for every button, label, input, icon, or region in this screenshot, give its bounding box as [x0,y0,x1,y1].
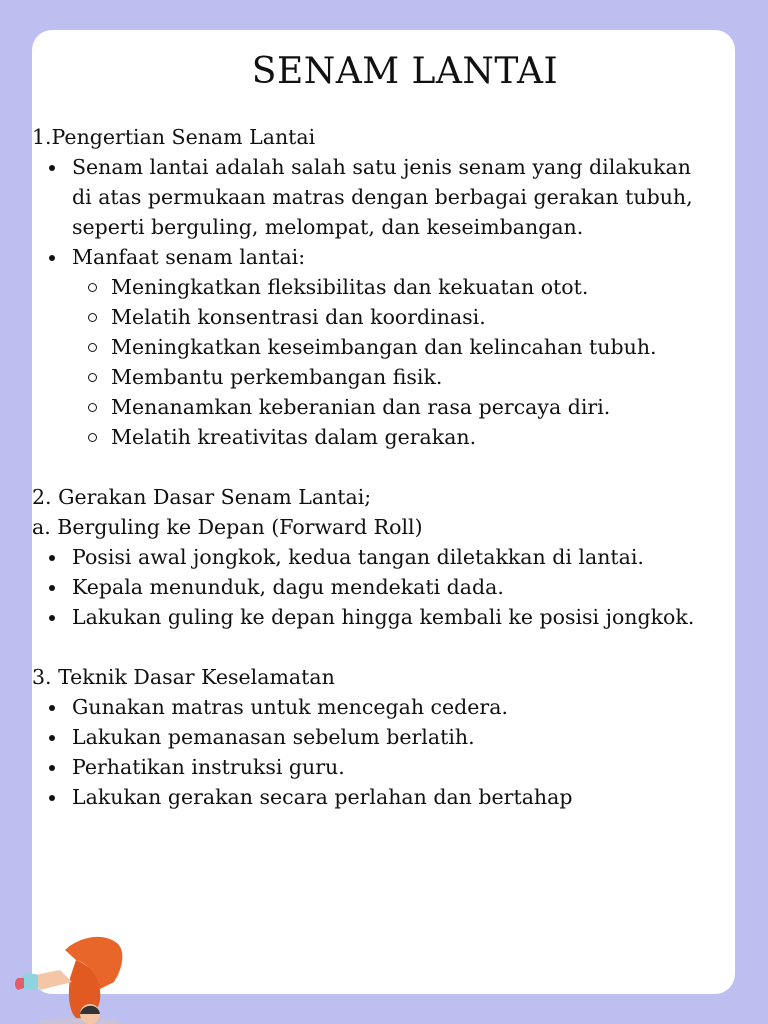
list-item-text: Lakukan gerakan secara perlahan dan bertahap [72,785,573,809]
page-title: SENAM LANTAI [251,51,559,92]
list-item-text: Perhatikan instruksi guru. [72,755,345,779]
benefit-text: Melatih kreativitas dalam gerakan. [111,425,477,449]
definition-continuation [32,182,693,242]
list-item [32,572,694,602]
section-pengertian [32,122,693,452]
gymnast-rolling-icon [10,930,130,1024]
list-item-text: Lakukan pemanasan sebelum berlatih. [72,725,475,749]
benefits-list-wrapper [32,242,693,452]
section-2-subheading: a. Berguling ke Depan (Forward Roll) [32,515,423,539]
list-item [32,602,694,632]
benefit-item [32,332,693,362]
list-item [32,722,572,752]
list-item [32,692,572,722]
benefit-item [32,362,693,392]
benefit-item [32,392,693,422]
section-2-heading: 2. Gerakan Dasar Senam Lantai; [32,485,372,509]
list-item [32,752,572,782]
benefit-item [32,272,693,302]
list-item-text: Lakukan guling ke depan hingga kembali ke posisi jongkok. [72,605,695,629]
section-3-heading: 3. Teknik Dasar Keselamatan [32,665,335,689]
definition-line-3: seperti berguling, melompat, dan keseimbangan. [72,215,584,239]
benefit-text: Meningkatkan fleksibilitas dan kekuatan otot. [111,275,589,299]
list-item-text: Gunakan matras untuk mencegah cedera. [72,695,508,719]
section-keselamatan [32,662,572,812]
list-item [32,782,572,812]
benefit-text: Meningkatkan keseimbangan dan kelincahan tubuh. [111,335,657,359]
benefit-text: Membantu perkembangan fisik. [111,365,443,389]
list-item [32,242,693,272]
section-1-list [32,152,693,182]
section-gerakan-dasar [32,482,694,632]
section-1-heading: 1.Pengertian Senam Lantai [32,125,316,149]
section-3-list [32,692,572,812]
list-item [32,152,693,182]
benefit-text: Melatih konsentrasi dan koordinasi. [111,305,486,329]
definition-line-1: Senam lantai adalah salah satu jenis senam yang dilakukan [72,155,691,179]
benefit-text: Menanamkan keberanian dan rasa percaya diri. [111,395,611,419]
list-item-text: Posisi awal jongkok, kedua tangan diletakkan di lantai. [72,545,644,569]
list-item-text: Kepala menunduk, dagu mendekati dada. [72,575,504,599]
benefit-item [32,302,693,332]
benefits-heading: Manfaat senam lantai: [72,245,306,269]
list-item [32,542,694,572]
section-2-list [32,542,694,632]
definition-line-2: di atas permukaan matras dengan berbagai gerakan tubuh, [72,185,693,209]
benefit-item [32,422,693,452]
